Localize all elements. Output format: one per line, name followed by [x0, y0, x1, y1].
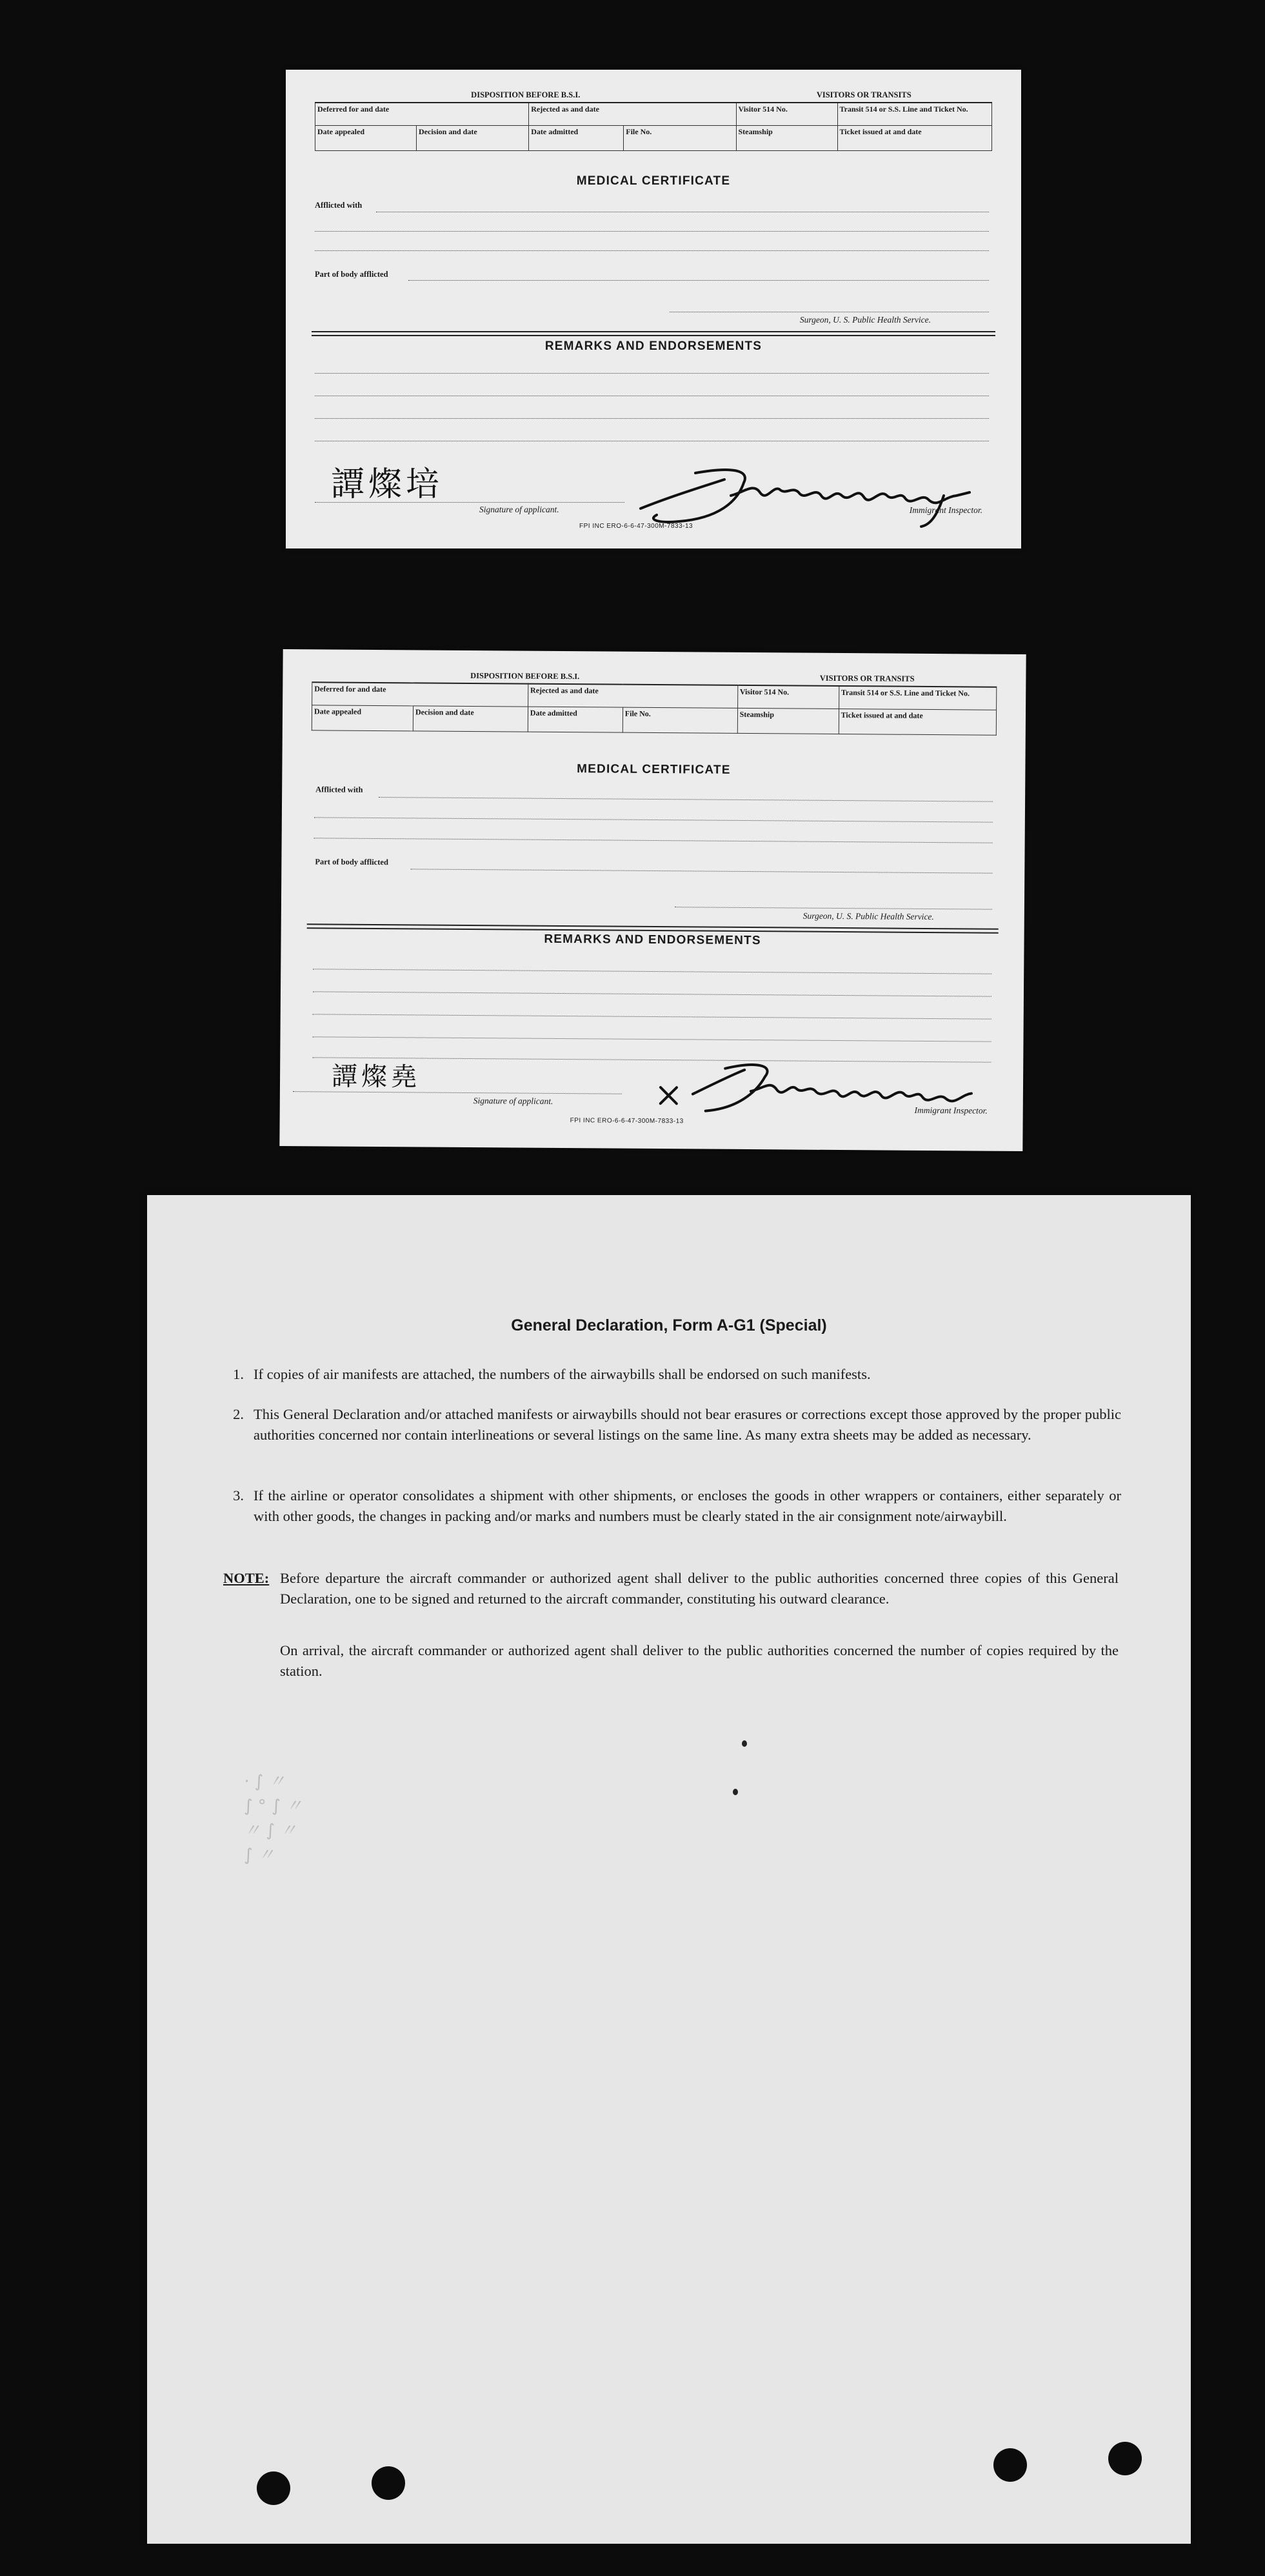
transit-cell: Transit 514 or S.S. Line and Ticket No. — [837, 103, 992, 126]
dotted-line — [410, 869, 992, 873]
punch-hole — [1108, 2442, 1142, 2475]
dotted-line — [314, 817, 993, 822]
ticket-cell: Ticket issued at and date — [837, 126, 992, 151]
file-cell: File No. — [623, 707, 737, 733]
dotted-line — [313, 991, 991, 996]
deferred-cell: Deferred for and date — [312, 682, 528, 707]
dotted-line — [314, 838, 993, 843]
dotted-line — [675, 907, 992, 909]
disposition-grid — [312, 669, 997, 735]
print-code: FPI INC ERO-6-6-47-300M-7833-13 — [570, 1117, 684, 1125]
decision-cell: Decision and date — [413, 706, 528, 732]
punch-hole — [993, 2448, 1027, 2482]
file-cell: File No. — [624, 126, 736, 151]
surgeon-label: Surgeon, U. S. Public Health Service. — [802, 911, 934, 922]
dotted-line — [315, 231, 989, 232]
applicant-signature: 譚燦堯 — [331, 1062, 421, 1092]
immigration-card-1 — [286, 70, 1021, 548]
item-text: If the airline or operator consolidates a shipment with other shipments, or encloses the goods in other wrappers or containers, either separately or with other goods, the changes in packing and/or marks and numbers must be clearly stated in the air consignment note/airwaybill. — [254, 1487, 1121, 1524]
applicant-label: Signature of applicant. — [479, 505, 559, 514]
visitor-cell: Visitor 514 No. — [737, 685, 839, 709]
decision-cell: Decision and date — [417, 126, 529, 151]
punch-hole — [372, 2466, 405, 2500]
dotted-line — [315, 418, 989, 419]
note-text-2: On arrival, the aircraft commander or authorized agent shall deliver to the public authorities concerned the number of copies required by the station. — [280, 1642, 1119, 1679]
dotted-line — [379, 797, 993, 802]
item-number: 3. — [233, 1487, 244, 1504]
visitors-header: VISITORS OR TRANSITS — [737, 672, 997, 687]
part-of-body-label: Part of body afflicted — [315, 857, 388, 867]
steamship-cell: Steamship — [737, 708, 839, 734]
remarks-title: REMARKS AND ENDORSEMENTS — [544, 932, 761, 948]
print-code: FPI INC ERO-6-6-47-300M-7833-13 — [579, 523, 693, 530]
immigration-card-2 — [279, 649, 1026, 1151]
item-number: 2. — [233, 1406, 244, 1422]
admitted-cell: Date admitted — [528, 707, 623, 732]
applicant-signature: 譚燦培 — [331, 465, 444, 504]
punch-hole — [257, 2471, 290, 2505]
ink-speck — [733, 1789, 738, 1795]
applicant-label: Signature of applicant. — [473, 1096, 553, 1106]
remarks-title: REMARKS AND ENDORSEMENTS — [544, 339, 762, 353]
part-of-body-label: Part of body afflicted — [315, 270, 388, 279]
ticket-cell: Ticket issued at and date — [839, 709, 997, 736]
rejected-cell: Rejected as and date — [528, 684, 737, 709]
visitor-cell: Visitor 514 No. — [736, 103, 837, 126]
general-declaration-form — [147, 1195, 1191, 2544]
dotted-line — [408, 280, 989, 281]
item-text: This General Declaration and/or attached manifests or airwaybills should not bear erasures or corrections except those approved by the proper public authorities concerned nor contain interlineations or several listings on the same line. As many extra sheets may be added as necessary. — [254, 1406, 1121, 1443]
inspector-signature — [634, 457, 982, 528]
medical-certificate-title: MEDICAL CERTIFICATE — [576, 174, 731, 188]
dotted-line — [315, 502, 624, 503]
item-text: If copies of air manifests are attached, the numbers of the airwaybills shall be endorsed on such manifests. — [254, 1366, 871, 1382]
rejected-cell: Rejected as and date — [529, 103, 736, 126]
disposition-header: DISPOSITION BEFORE B.S.I. — [315, 89, 737, 103]
visitors-header: VISITORS OR TRANSITS — [736, 89, 992, 103]
appealed-cell: Date appealed — [315, 126, 417, 151]
surgeon-label: Surgeon, U. S. Public Health Service. — [799, 315, 931, 325]
dotted-line — [313, 1036, 991, 1041]
disposition-header: DISPOSITION BEFORE B.S.I. — [312, 669, 738, 685]
dotted-line — [315, 373, 989, 374]
dotted-line — [313, 1014, 991, 1019]
inspector-label: Immigrant Inspector. — [909, 505, 982, 515]
admitted-cell: Date admitted — [529, 126, 624, 151]
faint-pencil-marks: · ∫ 〃 ∫ ° ∫ 〃 〃 ∫ 〃 ∫ 〃 — [244, 1772, 303, 1865]
declaration-title: General Declaration, Form A-G1 (Special) — [511, 1316, 827, 1334]
medical-certificate-title: MEDICAL CERTIFICATE — [577, 762, 731, 777]
dotted-line — [313, 969, 991, 974]
deferred-cell: Deferred for and date — [315, 103, 529, 126]
inspector-label: Immigrant Inspector. — [914, 1105, 988, 1116]
appealed-cell: Date appealed — [312, 705, 413, 731]
dotted-line — [315, 250, 989, 251]
steamship-cell: Steamship — [736, 126, 837, 151]
afflicted-label: Afflicted with — [315, 201, 363, 210]
note-label: NOTE: — [223, 1570, 270, 1586]
transit-cell: Transit 514 or S.S. Line and Ticket No. — [839, 686, 997, 710]
item-number: 1. — [233, 1366, 244, 1382]
ink-speck — [742, 1740, 747, 1747]
afflicted-label: Afflicted with — [315, 785, 363, 794]
double-rule — [312, 331, 995, 336]
disposition-grid — [315, 89, 992, 151]
note-text: Before departure the aircraft commander or authorized agent shall deliver to the public authorities concerned three copies of this General Declaration, one to be signed and returned to the aircraft commander, constituting his outward clearance. — [280, 1570, 1119, 1607]
